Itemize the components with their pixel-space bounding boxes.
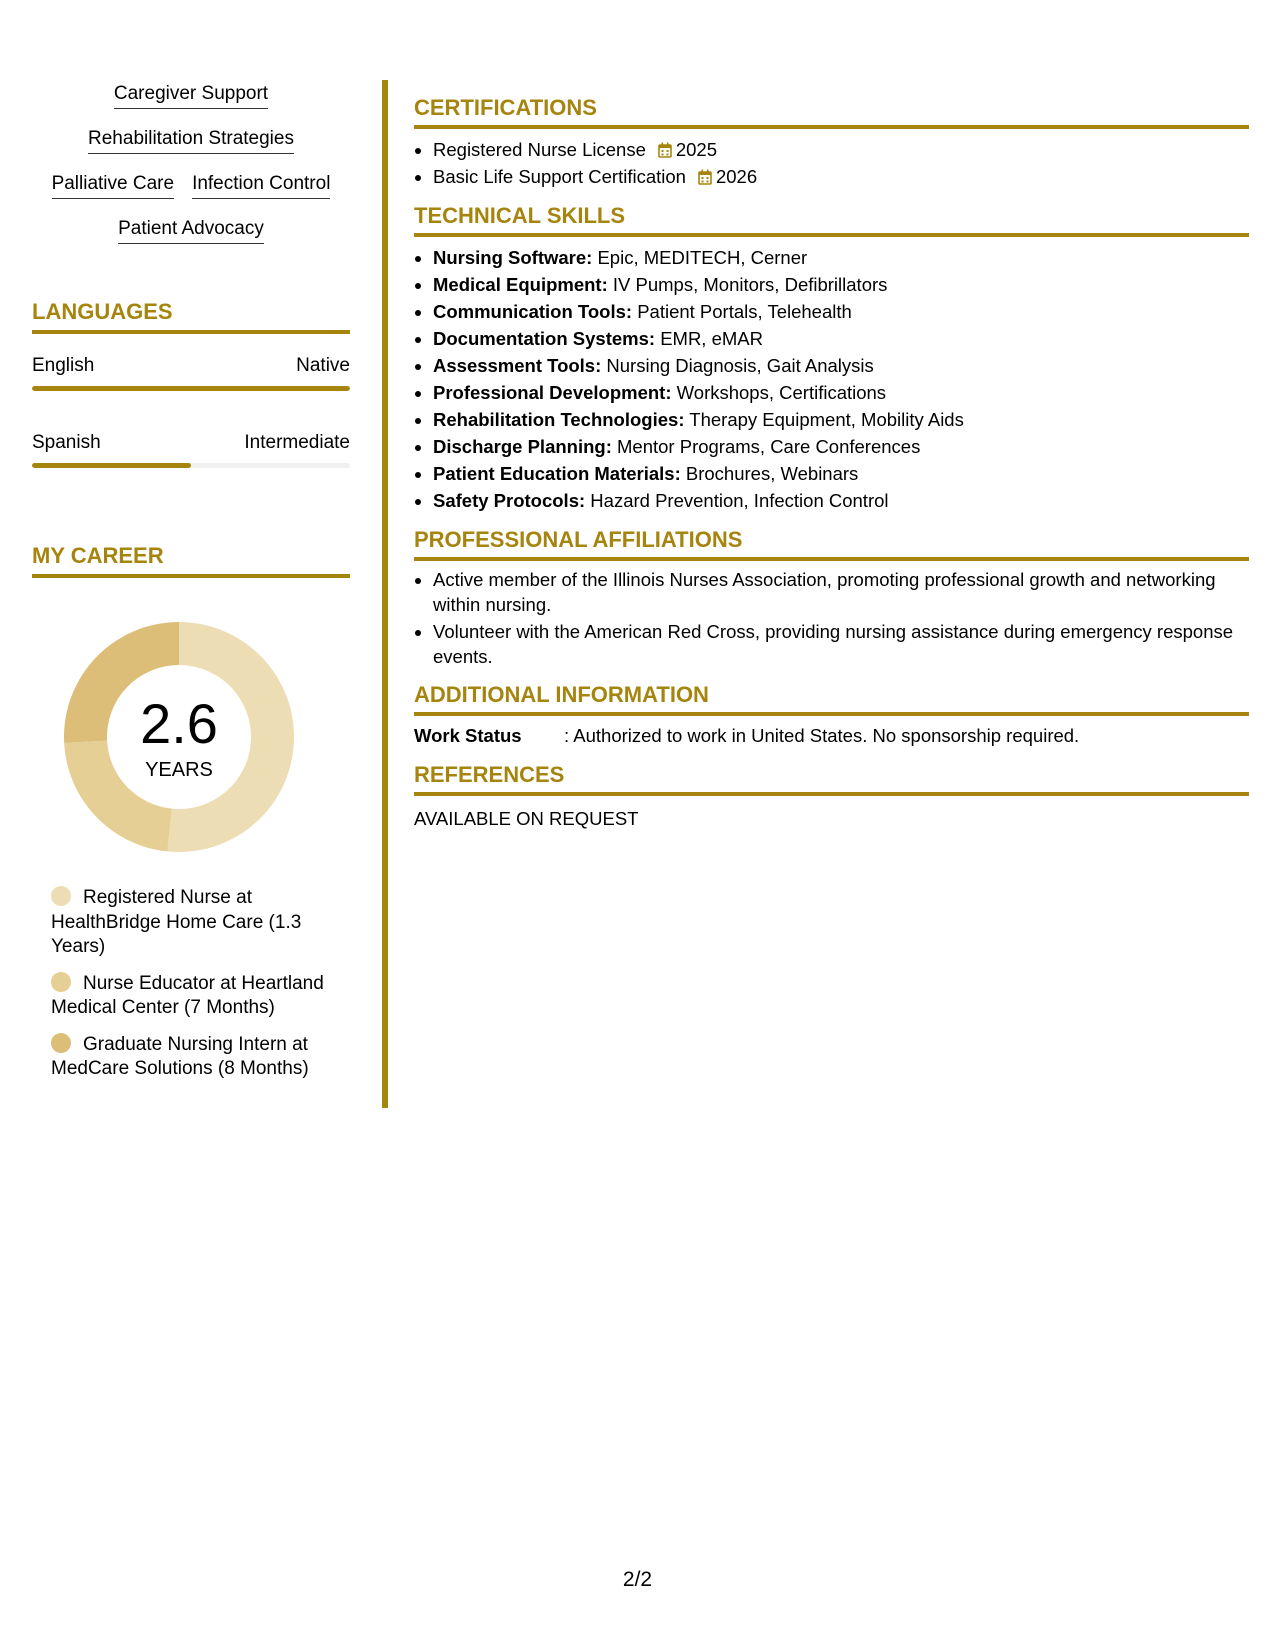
technical-skill-item: • Patient Education Materials: Brochures, Webinars (433, 460, 1249, 487)
skill-tag: Patient Advocacy (118, 217, 264, 244)
certification-item: • Registered Nurse License 2025 (433, 136, 1249, 163)
work-status-value: : Authorized to work in United States. No sponsorship required. (564, 725, 1080, 746)
technical-skill-item: • Documentation Systems: EMR, eMAR (433, 325, 1249, 352)
affiliations-section (414, 526, 1249, 669)
technical-skill-item: • Nursing Software: Epic, MEDITECH, Cerner (433, 244, 1249, 271)
work-status-label: Work Status (414, 725, 522, 746)
career-legend-item: Registered Nurse at HealthBridge Home Care (1.3 Years) (51, 887, 302, 957)
column-divider (382, 80, 388, 1108)
technical-skill-item: • Discharge Planning: Mentor Programs, Care Conferences (433, 433, 1249, 460)
calendar-icon (698, 169, 712, 185)
career-legend-item: Graduate Nursing Intern at MedCare Solutions (8 Months) (51, 1033, 309, 1079)
skill-tag: Palliative Care (52, 172, 175, 199)
career-total-unit: YEARS (145, 759, 213, 781)
references-text: AVAILABLE ON REQUEST (414, 808, 639, 829)
references-heading: REFERENCES (414, 761, 1249, 796)
career-donut-chart (64, 622, 294, 852)
references-section (414, 761, 1249, 832)
language-level: Native (296, 355, 350, 376)
language-item (32, 354, 350, 391)
career-section (32, 542, 350, 1082)
career-heading: MY CAREER (32, 542, 350, 578)
technical-skill-item: • Professional Development: Workshops, Certifications (433, 379, 1249, 406)
language-item (32, 431, 350, 468)
language-level: Intermediate (244, 432, 350, 453)
certifications-section (414, 94, 1249, 190)
career-legend (32, 886, 350, 1082)
skill-tag: Rehabilitation Strategies (88, 127, 294, 154)
right-column (414, 94, 1249, 844)
language-proficiency-bar (32, 386, 350, 391)
affiliation-item: • Volunteer with the American Red Cross, providing nursing assistance during emergency response events. (433, 620, 1249, 669)
language-proficiency-bar (32, 463, 350, 468)
language-name: English (32, 355, 95, 376)
legend-dot-icon (51, 886, 71, 906)
technical-skill-item: • Rehabilitation Technologies: Therapy Equipment, Mobility Aids (433, 406, 1249, 433)
technical-skill-item: • Assessment Tools: Nursing Diagnosis, Gait Analysis (433, 352, 1249, 379)
technical-skill-item: • Medical Equipment: IV Pumps, Monitors, Defibrillators (433, 271, 1249, 298)
technical-skills-heading: TECHNICAL SKILLS (414, 202, 1249, 237)
skill-tag: Infection Control (192, 172, 330, 199)
language-proficiency-fill (32, 386, 350, 391)
skill-tag: Caregiver Support (114, 82, 268, 109)
page-number: 2/2 (622, 1568, 653, 1591)
language-name: Spanish (32, 432, 101, 453)
additional-info-section (414, 681, 1249, 749)
certification-item: • Basic Life Support Certification 2026 (433, 163, 1249, 190)
additional-info-heading: ADDITIONAL INFORMATION (414, 681, 1249, 716)
affiliations-heading: PROFESSIONAL AFFILIATIONS (414, 526, 1249, 561)
left-column (32, 82, 350, 1094)
legend-dot-icon (51, 1033, 71, 1053)
language-proficiency-fill (32, 463, 191, 468)
skill-tags (32, 82, 350, 244)
career-total-years: 2.6 (140, 692, 218, 755)
legend-dot-icon (51, 972, 71, 992)
calendar-icon (658, 142, 672, 158)
career-legend-item: Nurse Educator at Heartland Medical Center (7 Months) (51, 972, 324, 1018)
languages-heading: LANGUAGES (32, 298, 350, 334)
technical-skills-section (414, 202, 1249, 514)
certifications-heading: CERTIFICATIONS (414, 94, 1249, 129)
technical-skill-item: • Communication Tools: Patient Portals, Telehealth (433, 298, 1249, 325)
technical-skill-item: • Safety Protocols: Hazard Prevention, Infection Control (433, 487, 1249, 514)
affiliation-item: • Active member of the Illinois Nurses Association, promoting professional growth and networking within nursing. (433, 568, 1249, 617)
work-status-row (414, 723, 1249, 749)
